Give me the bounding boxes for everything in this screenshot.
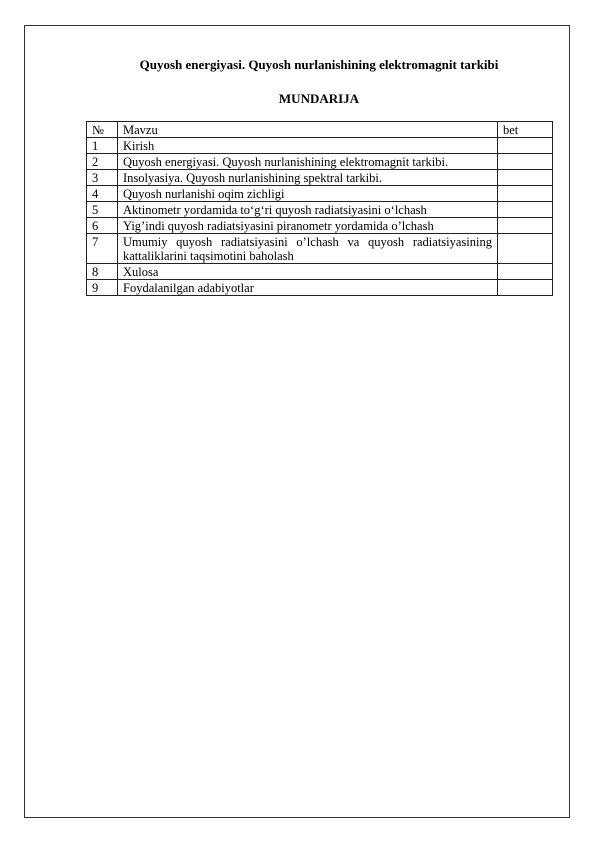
row-page	[498, 280, 553, 296]
row-topic: Insolyasiya. Quyosh nurlanishining spektral tarkibi.	[118, 170, 498, 186]
table-row	[87, 138, 553, 154]
row-topic: Yig’indi quyosh radiatsiyasini piranometr yordamida o’lchash	[118, 218, 498, 234]
row-number: 1	[87, 138, 118, 154]
row-number: 6	[87, 218, 118, 234]
row-page	[498, 170, 553, 186]
header-number: №	[87, 122, 118, 138]
table-of-contents	[86, 121, 553, 296]
table-row	[87, 154, 553, 170]
row-number: 7	[87, 234, 118, 264]
row-topic: Quyosh energiyasi. Quyosh nurlanishining elektromagnit tarkibi.	[118, 154, 498, 170]
row-topic: Xulosa	[118, 264, 498, 280]
row-number: 5	[87, 202, 118, 218]
row-page	[498, 218, 553, 234]
header-topic: Mavzu	[118, 122, 498, 138]
row-page	[498, 186, 553, 202]
row-page	[498, 202, 553, 218]
table-row	[87, 280, 553, 296]
row-page	[498, 264, 553, 280]
row-number: 2	[87, 154, 118, 170]
row-number: 4	[87, 186, 118, 202]
table-row	[87, 170, 553, 186]
document-title: Quyosh energiyasi. Quyosh nurlanishining elektromagnit tarkibi	[139, 57, 499, 72]
table-header-row	[87, 122, 553, 138]
row-page	[498, 234, 553, 264]
row-page	[498, 154, 553, 170]
row-topic: Umumiy quyosh radiatsiyasini o’lchash va quyosh radiatsiyasining kattaliklarini taqsimotini baholash	[118, 234, 498, 264]
row-number: 3	[87, 170, 118, 186]
row-topic: Foydalanilgan adabiyotlar	[118, 280, 498, 296]
table-row	[87, 186, 553, 202]
row-number: 9	[87, 280, 118, 296]
row-page	[498, 138, 553, 154]
row-number: 8	[87, 264, 118, 280]
row-topic: Aktinometr yordamida to‘g‘ri quyosh radiatsiyasini o‘lchash	[118, 202, 498, 218]
row-topic: Kirish	[118, 138, 498, 154]
table-row	[87, 264, 553, 280]
table-row	[87, 202, 553, 218]
table-row	[87, 218, 553, 234]
toc-heading: MUNDARIJA	[278, 91, 360, 106]
header-page: bet	[498, 122, 553, 138]
table-row	[87, 234, 553, 264]
row-topic: Quyosh nurlanishi oqim zichligi	[118, 186, 498, 202]
